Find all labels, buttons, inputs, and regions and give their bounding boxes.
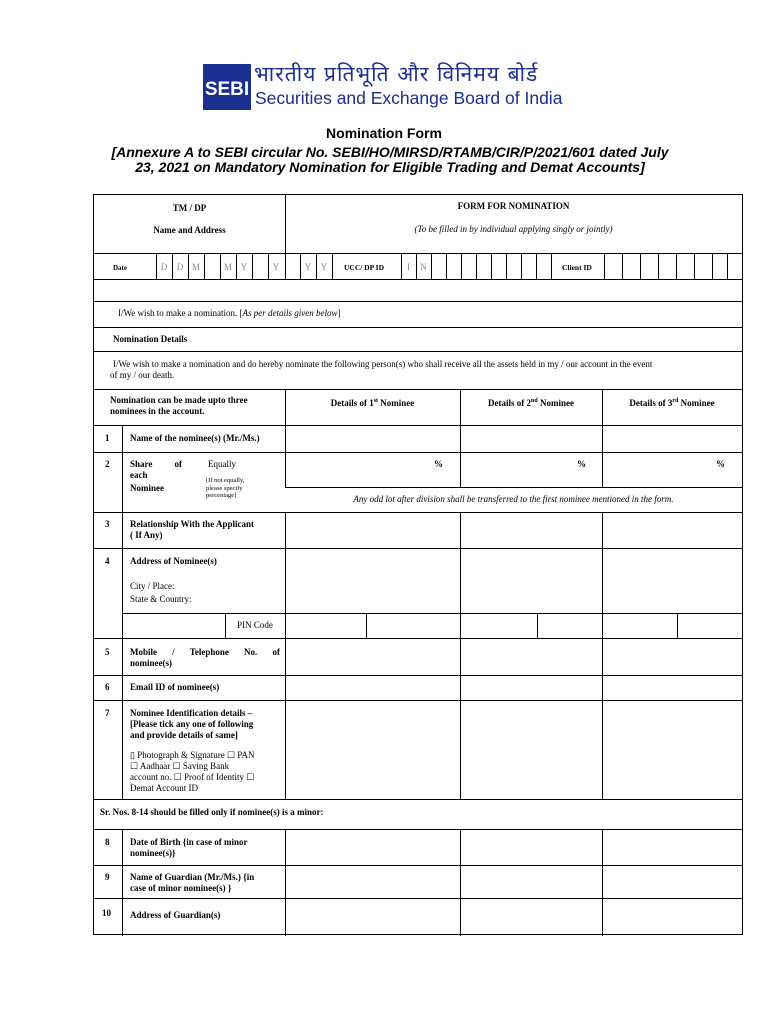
- third-nominee-header: Details of 3rd Nominee: [629, 398, 715, 408]
- city-label: City / Place:: [130, 581, 175, 591]
- nomination-details-heading: Nomination Details: [113, 334, 188, 344]
- row-number: 6: [105, 682, 110, 692]
- email-label: Email ID of nominee(s): [130, 682, 220, 692]
- share-label: Share of each Nominee: [130, 459, 182, 493]
- client-id-label: Client ID: [562, 263, 592, 272]
- equally-label: Equally: [208, 459, 236, 469]
- row-number: 8: [105, 837, 110, 847]
- row-number: 2: [105, 459, 110, 469]
- logo-hindi-text: भारतीय प्रतिभूति और विनिमय बोर्ड: [254, 62, 539, 86]
- svg-text:SEBI: SEBI: [204, 79, 250, 100]
- date-cell[interactable]: M: [223, 262, 232, 272]
- date-label: Date: [113, 264, 127, 272]
- row-number: 7: [105, 708, 110, 718]
- ucc-dp-id-label: UCC/ DP ID: [344, 263, 385, 272]
- mobile-label: Mobile / Telephone No. of nominee(s): [130, 647, 280, 668]
- upto-three-note: Nomination can be made upto three nominees in the account.: [110, 395, 248, 416]
- nomination-form: [93, 194, 743, 935]
- date-cell[interactable]: D: [176, 262, 184, 272]
- second-nominee-header: Details of 2nd Nominee: [488, 398, 574, 408]
- dob-label: Date of Birth {in case of minor nominee(s)}: [130, 837, 248, 858]
- dp-id-cell[interactable]: I: [407, 262, 410, 272]
- logo-english-text: Securities and Exchange Board of India: [255, 88, 563, 108]
- minor-note: Sr. Nos. 8-14 should be filled only if nominee(s) is a minor:: [100, 807, 324, 817]
- odd-lot-note: Any odd lot after division shall be transferred to the first nominee mentioned in the form.: [353, 494, 674, 504]
- row-number: 9: [105, 872, 110, 882]
- date-cell[interactable]: D: [160, 262, 168, 272]
- wish-statement: I/We wish to make a nomination. [As per details given below]: [118, 308, 341, 318]
- form-for-nomination-heading: FORM FOR NOMINATION: [457, 201, 570, 211]
- page-title: Nomination Form: [326, 125, 442, 141]
- dp-id-cell[interactable]: N: [420, 262, 427, 272]
- nominee-address-label: Address of Nominee(s): [130, 556, 217, 566]
- declaration-line: of my / our death.: [110, 370, 175, 380]
- circular-reference: [Annexure A to SEBI circular No. SEBI/HO/MIRSD/RTAMB/CIR/P/2021/601 dated July 23, 2021 on Mandatory Nomination for Eligible Trading and Demat Accounts]: [111, 144, 669, 175]
- date-cell[interactable]: Y: [272, 262, 280, 272]
- name-address-label: Name and Address: [153, 225, 226, 235]
- filled-by-note: (To be filled in by individual applying singly or jointly): [414, 224, 613, 234]
- percentage-note: [If not equally, please specify percentage]: [206, 477, 245, 499]
- guardian-name-label: Name of Guardian (Mr./Ms.) {in case of minor nominee(s) }: [130, 872, 255, 893]
- pin-code-label: PIN Code: [237, 620, 273, 630]
- guardian-address-label: Address of Guardian(s): [130, 910, 221, 920]
- state-country-label: State & Country:: [130, 594, 192, 604]
- row-number: 10: [102, 908, 111, 918]
- tm-dp-label: TM / DP: [172, 203, 207, 213]
- date-cell[interactable]: M: [191, 262, 200, 272]
- row-number: 4: [105, 556, 110, 566]
- nominee-name-label: Name of the nominee(s) (Mr./Ms.): [130, 433, 260, 443]
- row-number: 3: [105, 519, 110, 529]
- first-nominee-header: Details of 1st Nominee: [330, 398, 415, 408]
- percent-sign: %: [434, 459, 443, 469]
- date-cell[interactable]: Y: [320, 262, 328, 272]
- percent-sign: %: [577, 459, 586, 469]
- date-cell[interactable]: Y: [304, 262, 312, 272]
- row-number: 1: [105, 433, 110, 443]
- relationship-label: Relationship With the Applicant ( If Any): [130, 519, 254, 540]
- date-cell[interactable]: Y: [240, 262, 248, 272]
- identification-label: Nominee Identification details – [Please tick any one of following and provide details of same]: [130, 708, 254, 740]
- sebi-emblem-icon: [202, 62, 252, 112]
- sebi-logo: [202, 60, 582, 114]
- declaration-line: I/We wish to make a nomination and do hereby nominate the following person(s) who shall receive all the assets held in my / our account in the event: [113, 359, 653, 369]
- row-number: 5: [105, 647, 110, 657]
- identification-options[interactable]: ▯ Photograph & Signature ☐ PAN ☐ Aadhaar ☐ Saving Bank account no. ☐ Proof of Identity ☐ Demat Account ID: [130, 750, 255, 793]
- percent-sign: %: [716, 459, 725, 469]
